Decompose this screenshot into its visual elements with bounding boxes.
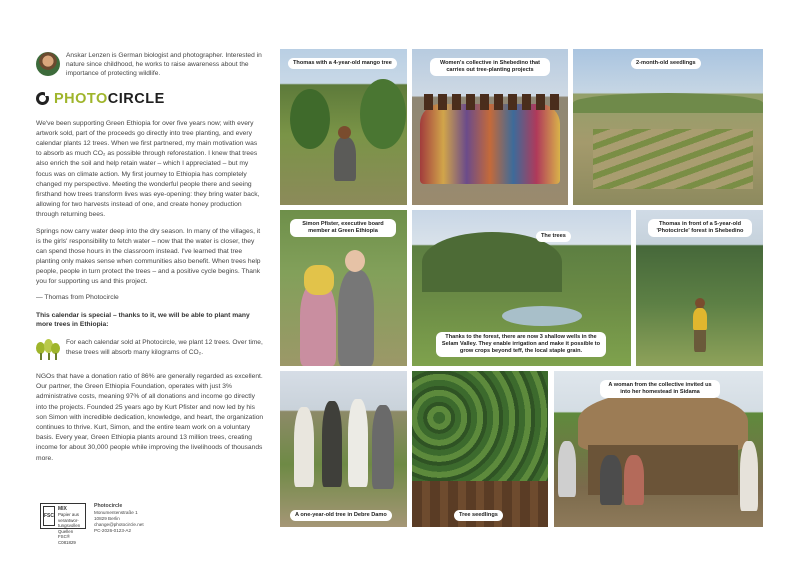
company-email: change@photocircle.net [94, 521, 144, 527]
photo-sidama-homestead [554, 371, 763, 527]
company-name: Photocircle [94, 503, 123, 509]
logo-text-circle: CIRCLE [107, 90, 165, 107]
trees-note-text: For each calendar sold at Photocircle, we plant 12 trees. Over time, these trees will absorb many kilograms of CO₂. [66, 339, 263, 356]
company-street: Monumentenstraße 1 [94, 509, 138, 515]
caption-the-trees: The trees [536, 231, 571, 242]
caption-womens-collective: Women's collective in Shebedino that carries out tree-planting projects [430, 58, 550, 76]
caption-seedlings: 2-month-old seedlings [631, 58, 701, 69]
photo-selam-valley [412, 210, 631, 366]
logo-text-photo: PHOTO [54, 90, 108, 107]
photo-simon-pfister [280, 210, 407, 366]
author-avatar [36, 52, 60, 76]
body-paragraph-1: We've been supporting Green Ethiopia for over five years now; with every artwork sold, part of the proceeds go directly into tree planting, and every calendar plants 12 trees. When we first partnered, my main motivation was to absorb as much CO₂ as possible through reforestation. I knew that trees also enrich the soil and help retain water – which I appreciated – but my focus was on climate action. My first journey to Ethiopia has completely changed my perspective. Meeting the wonderful people there and seeing firsthand how trees transform lives was eye-opening: they bring water back, allowing for two harvests instead of one, and create honey production through returning bees. [36, 119, 260, 219]
author-block [36, 52, 264, 79]
company-city: 10829 Berlin [94, 515, 120, 521]
fsc-desc: Papier aus verantwor-tungsvollen Quellen [58, 512, 81, 534]
trees-icon [36, 338, 60, 360]
trees-note [36, 338, 264, 360]
photocircle-logo [36, 91, 264, 107]
text-column [36, 52, 264, 470]
calendar-highlight: This calendar is special – thanks to it, we will be able to plant many more trees in Ethiopia: [36, 311, 250, 329]
photo-tree-seedlings [412, 371, 548, 527]
fsc-tree-icon: FSC [43, 506, 55, 526]
photo-thomas-mango-tree [280, 49, 407, 205]
footer [40, 503, 144, 545]
caption-mango-tree: Thomas with a 4-year-old mango tree [288, 58, 397, 69]
photo-debre-damo-tree [280, 371, 407, 527]
photo-photocircle-forest [636, 210, 763, 366]
caption-tree-seedlings: Tree seedlings [454, 510, 503, 521]
caption-photocircle-forest: Thomas in front of a 5-year-old 'Photocircle' forest in Shebedino [648, 219, 752, 237]
author-bio: Anskar Lenzen is German biologist and photographer. Interested in nature since childhood, he works to raise awareness about the importance of protecting wildlife. [66, 52, 262, 77]
body-paragraph-3: NGOs that have a donation ratio of 86% are generally regarded as excellent. Our partner, the Green Ethiopia Foundation, operates with just 3% administrative costs, meaning 97% of all donations and income go directly into the projects. Founded 25 years ago by Kurt Pfister and now led by his son Simon with incredible dedication, knowledge, and heart, the organization continues to thrive. Kurt, Simon, and the entire team work on a voluntary basis. Every year, Green Ethiopia plants around 13 million trees, creating income for about 30,000 people while improving the livelihoods of thousands more. [36, 373, 264, 462]
body-paragraph-2: Springs now carry water deep into the dry season. In many of the villages, it is the girls' responsibility to fetch water – now that the water is closer, they can spend those hours in the classroom instead. I've learned that tree planting only makes sense when communities also benefit. When trees help people, people in turn protect the trees – and a positive cycle begins. Thank you for supporting us and this project. [36, 227, 261, 286]
caption-debre-damo: A one-year-old tree in Debre Damo [290, 510, 392, 521]
print-code: PC-2026-0123-A2 [94, 527, 132, 533]
fsc-mix: MIX [58, 506, 67, 512]
fsc-label [40, 503, 86, 545]
logo-ring-icon [36, 92, 49, 105]
photo-seedlings-2-month [573, 49, 763, 205]
photo-womens-collective [412, 49, 568, 205]
company-address [94, 503, 144, 534]
signoff: — Thomas from Photocircle [36, 293, 119, 301]
fsc-code: FSC® C081829 [58, 534, 76, 545]
caption-simon-pfister: Simon Pfister, executive board member at Green Ethiopia [290, 219, 396, 237]
caption-shallow-wells: Thanks to the forest, there are now 3 shallow wells in the Selam Valley. They enable irrigation and make it possible to grow crops beyond teff, the local staple grain. [436, 332, 606, 357]
caption-sidama-homestead: A woman from the collective invited us into her homestead in Sidama [600, 380, 720, 398]
